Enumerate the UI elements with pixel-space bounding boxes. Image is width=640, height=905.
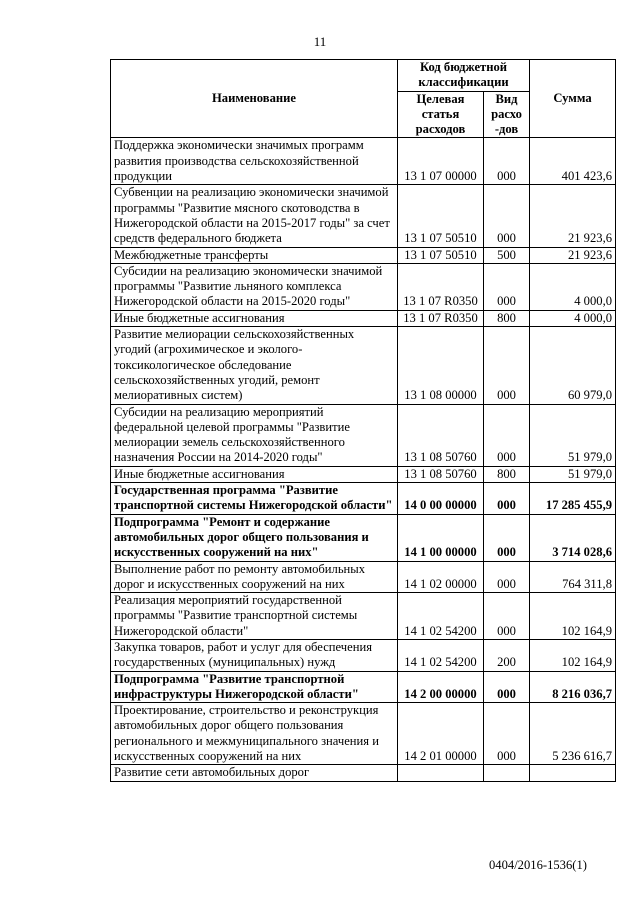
table-header-row (111, 60, 616, 92)
row-type: 000 (484, 185, 530, 247)
row-sum: 5 236 616,7 (530, 703, 616, 765)
row-code: 14 1 02 54200 (398, 593, 484, 640)
row-sum: 4 000,0 (530, 263, 616, 310)
row-sum: 17 285 455,9 (530, 483, 616, 515)
row-type: 000 (484, 138, 530, 185)
row-name: Поддержка экономически значимых программ развития производства сельскохозяйственной продукции (111, 138, 398, 185)
row-name: Субвенции на реализацию экономически значимой программы "Развитие мясного скотоводства в Нижегородской области на 2015-2017 годы" за счет средств федерального бюджета (111, 185, 398, 247)
table-row (111, 593, 616, 640)
row-sum: 401 423,6 (530, 138, 616, 185)
row-type: 000 (484, 263, 530, 310)
row-code: 14 2 00 00000 (398, 671, 484, 703)
row-code: 13 1 08 50760 (398, 404, 484, 466)
row-type: 200 (484, 639, 530, 671)
row-name: Субсидии на реализацию мероприятий федеральной целевой программы "Развитие мелиорации земель сельскохозяйственного назначения России на 2014-2020 годы" (111, 404, 398, 466)
row-name: Развитие мелиорации сельскохозяйственных угодий (агрохимическое и эколого-токсикологическое обследование сельскохозяйственных угодий, ремонт мелиоративных систем) (111, 327, 398, 404)
row-type: 000 (484, 327, 530, 404)
header-target-article (398, 91, 484, 138)
header-target-line2: статья (421, 106, 460, 121)
row-code: 14 1 00 00000 (398, 514, 484, 561)
row-code: 13 1 07 00000 (398, 138, 484, 185)
header-type-line2: расхо (491, 106, 522, 121)
header-type-line1: Вид (495, 91, 518, 106)
row-name: Закупка товаров, работ и услуг для обеспечения государственных (муниципальных) нужд (111, 639, 398, 671)
row-type: 000 (484, 593, 530, 640)
table-row-program (111, 483, 616, 515)
table-row (111, 310, 616, 326)
row-code: 14 1 02 54200 (398, 639, 484, 671)
table-row (111, 561, 616, 593)
row-code: 14 0 00 00000 (398, 483, 484, 515)
row-sum: 102 164,9 (530, 639, 616, 671)
row-type: 500 (484, 247, 530, 263)
row-name: Проектирование, строительство и реконструкция автомобильных дорог общего пользования регионального и межмуниципального значения и искусственных сооружений на них (111, 703, 398, 765)
row-code: 13 1 07 50510 (398, 185, 484, 247)
row-type: 000 (484, 703, 530, 765)
table-row (111, 185, 616, 247)
page-number: 11 (313, 34, 327, 49)
table-row (111, 138, 616, 185)
header-name: Наименование (111, 60, 398, 138)
row-sum: 21 923,6 (530, 247, 616, 263)
row-sum: 4 000,0 (530, 310, 616, 326)
row-sum: 21 923,6 (530, 185, 616, 247)
table-row (111, 639, 616, 671)
row-name: Субсидии на реализацию экономически значимой программы "Развитие льняного комплекса Нижегородской области на 2015-2020 годы" (111, 263, 398, 310)
row-code: 13 1 08 00000 (398, 327, 484, 404)
table-row (111, 765, 616, 781)
budget-table (110, 59, 616, 782)
table-row (111, 404, 616, 466)
row-sum: 51 979,0 (530, 466, 616, 482)
row-type (484, 765, 530, 781)
header-expense-type (484, 91, 530, 138)
row-type: 800 (484, 310, 530, 326)
row-type: 000 (484, 561, 530, 593)
header-sum: Сумма (530, 60, 616, 138)
table-row-subprogram (111, 514, 616, 561)
table-row (111, 703, 616, 765)
header-type-line3: -дов (494, 122, 519, 137)
row-code: 13 1 08 50760 (398, 466, 484, 482)
row-code: 13 1 07 R0350 (398, 263, 484, 310)
row-sum: 60 979,0 (530, 327, 616, 404)
row-type: 000 (484, 404, 530, 466)
row-name: Иные бюджетные ассигнования (111, 466, 398, 482)
row-sum: 102 164,9 (530, 593, 616, 640)
row-name: Иные бюджетные ассигнования (111, 310, 398, 326)
table-row (111, 327, 616, 404)
row-name: Выполнение работ по ремонту автомобильных дорог и искусственных сооружений на них (111, 561, 398, 593)
row-name: Подпрограмма "Развитие транспортной инфраструктуры Нижегородской области" (111, 671, 398, 703)
row-type: 000 (484, 514, 530, 561)
row-code: 13 1 07 50510 (398, 247, 484, 263)
row-name: Подпрограмма "Ремонт и содержание автомобильных дорог общего пользования и искусственных сооружений на них" (111, 514, 398, 561)
row-type: 800 (484, 466, 530, 482)
table-row (111, 466, 616, 482)
row-code: 14 1 02 00000 (398, 561, 484, 593)
row-code (398, 765, 484, 781)
header-code-group: Код бюджетной классификации (398, 60, 530, 92)
row-type: 000 (484, 671, 530, 703)
row-code: 13 1 07 R0350 (398, 310, 484, 326)
row-code: 14 2 01 00000 (398, 703, 484, 765)
header-target-line3: расходов (415, 122, 466, 137)
row-sum: 764 311,8 (530, 561, 616, 593)
document-code: 0404/2016-1536(1) (489, 858, 587, 872)
row-name: Государственная программа "Развитие транспортной системы Нижегородской области" (111, 483, 398, 515)
row-name: Развитие сети автомобильных дорог (111, 765, 398, 781)
table-row-subprogram (111, 671, 616, 703)
row-type: 000 (484, 483, 530, 515)
row-sum: 3 714 028,6 (530, 514, 616, 561)
row-name: Реализация мероприятий государственной программы "Развитие транспортной системы Нижегородской области" (111, 593, 398, 640)
row-sum: 8 216 036,7 (530, 671, 616, 703)
row-name: Межбюджетные трансферты (111, 247, 398, 263)
table-row (111, 247, 616, 263)
header-target-line1: Целевая (416, 91, 465, 106)
row-sum (530, 765, 616, 781)
row-sum: 51 979,0 (530, 404, 616, 466)
table-row (111, 263, 616, 310)
